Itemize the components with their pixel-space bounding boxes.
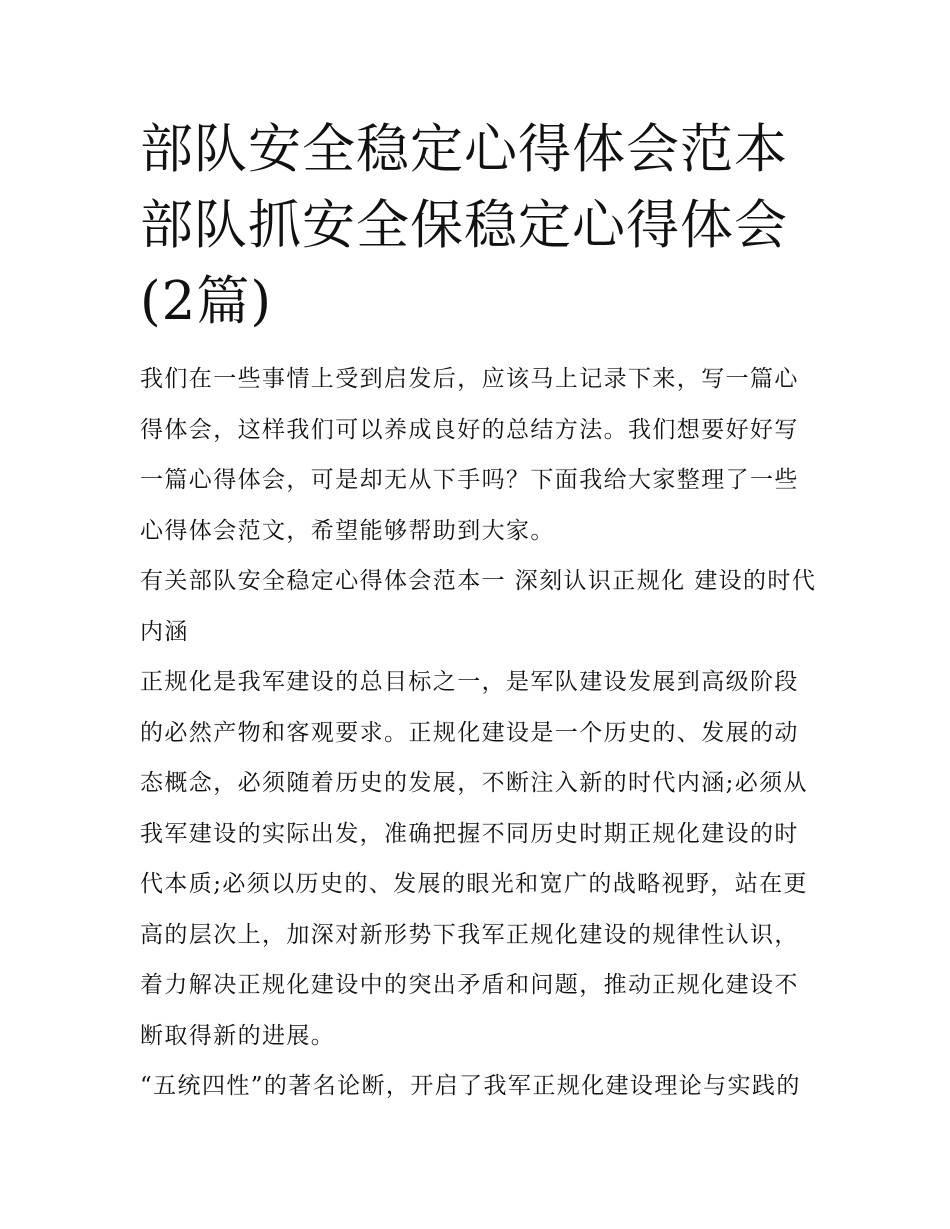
section-heading: 有关部队安全稳定心得体会范本一 深刻认识正规化 建设的时代内涵 xyxy=(140,568,817,645)
body-paragraph-continued: “五统四性”的著名论断，开启了我军正规化建设理论与实践的 xyxy=(140,1073,801,1099)
document-title: 部队安全稳定心得体会范本 部队抓安全保稳定心得体会(2篇) xyxy=(140,119,788,332)
document-body xyxy=(140,354,820,1112)
body-paragraph: 正规化是我军建设的总目标之一，是军队建设发展到高级阶段的必然产物和客观要求。正规化建设是一个历史的、发展的动态概念，必须随着历史的发展，不断注入新的时代内涵;必须从我军建设的实际出发，准确把握不同历史时期正规化建设的时代本质;必须以历史的、发展的眼光和宽广的战略视野，站在更高的层次上，加深对新形势下我军正规化建设的规律性认识，着力解决正规化建设中的突出矛盾和问题，推动正规化建设不断取得新的进展。 xyxy=(140,669,808,1049)
intro-paragraph: 我们在一些事情上受到启发后，应该马上记录下来，写一篇心得体会，这样我们可以养成良好的总结方法。我们想要好好写一篇心得体会，可是却无从下手吗？下面我给大家整理了一些心得体会范文，希望能够帮助到大家。 xyxy=(140,366,799,544)
